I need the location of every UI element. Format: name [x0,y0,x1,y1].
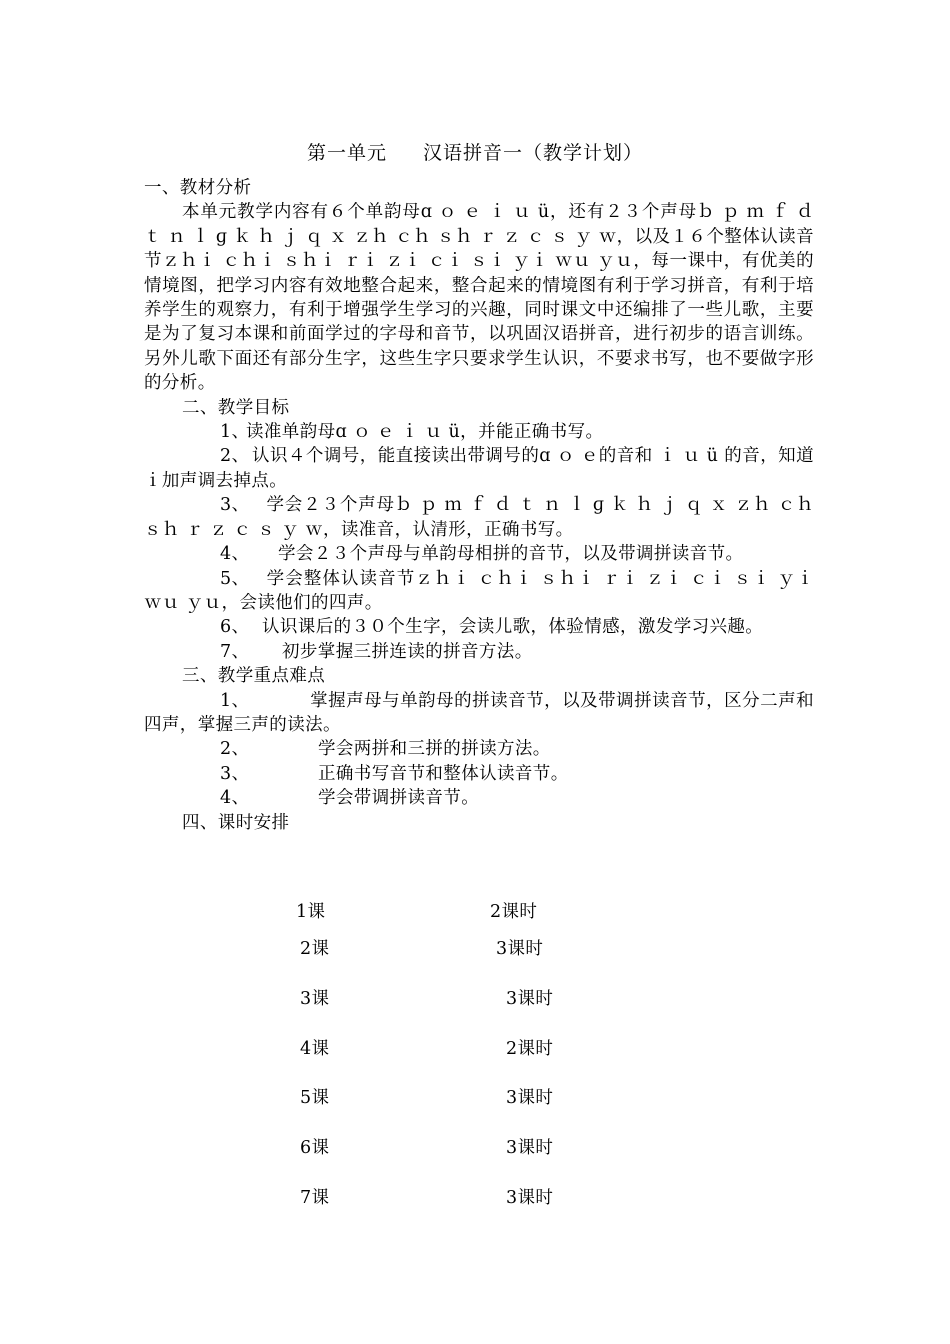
goal-text: 学会２３个声母与单韵母相拼的音节，以及带调拼读音节。 [278,544,744,565]
goal-item [144,493,814,542]
section-heading-schedule: 四、课时安排 [182,812,290,833]
goal-number: 1、 [220,422,250,443]
schedule-lesson: 5课 [300,1088,330,1108]
goal-item [144,420,814,444]
goal-number: 5、 [220,568,250,589]
goal-item [144,640,814,664]
schedule-hours: 2课时 [506,1039,554,1059]
key-point-text: 掌握声母与单韵母的拼读音节，以及带调拼读音节，区分二声和四声，掌握三声的读法。 [144,690,814,735]
schedule-hours: 3课时 [506,1188,554,1208]
title-topic: 汉语拼音一（教学计划） [423,142,644,164]
key-point-text: 学会两拼和三拼的拼读方法。 [318,739,551,760]
schedule-hours: 2课时 [490,902,538,922]
key-point-item [144,737,814,761]
schedule-lesson: 2课 [300,939,330,959]
key-point-number: 4、 [220,788,250,809]
key-point-number: 1、 [220,690,250,711]
goal-text: 学会２３个声母ｂ ｐ ｍ ｆ ｄ ｔ ｎ ｌ ɡ ｋ ｈ ｊ ｑ ｘ ｚｈ ｃｈ ｓｈ ｒ ｚ ｃ ｓ ｙ ｗ，读准音，认清形，正确书写。 [144,495,814,540]
key-point-item [144,689,814,738]
schedule-hours: 3课时 [506,1138,554,1158]
schedule-hours: 3课时 [496,939,544,959]
goal-number: 4、 [220,544,250,565]
schedule-hours: 3课时 [506,1088,554,1108]
key-point-text: 正确书写音节和整体认读音节。 [318,763,569,784]
goal-text: 认识课后的３０个生字，会读儿歌，体验情感，激发学习兴趣。 [262,617,764,638]
schedule-lesson: 1课 [296,902,326,922]
goal-number: 7、 [220,641,250,662]
goal-number: 6、 [220,617,250,638]
schedule-lesson: 4课 [300,1039,330,1059]
schedule-lesson: 6课 [300,1138,330,1158]
goal-number: 3、 [220,495,250,516]
key-point-item [144,762,814,786]
key-point-number: 3、 [220,763,250,784]
schedule-hours: 3课时 [506,989,554,1009]
analysis-paragraph: 本单元教学内容有６个单韵母ɑ ｏ ｅ ｉ ｕ ü，还有２３个声母ｂ ｐ ｍ ｆ ｄ ｔ ｎ ｌ ɡ ｋ ｈ ｊ ｑ ｘ ｚｈ ｃｈ ｓｈ ｒ ｚ ｃ ｓ ｙ ｗ，以及１６个整体认读音节ｚｈｉ ｃｈｉ ｓｈｉ ｒｉ ｚｉ ｃｉ ｓｉ ｙｉ ｗｕ ｙｕ，每一课中，有优美的情境图，把学习内容有效地整合起来，整合起来的情境图有利于学习拼音，有利于培养学生的观察力，有利于增强学生学习的兴趣，同时课文中还编排了一些儿歌，主要是为了复习本课和前面学过的字母和音节，以巩固汉语拼音，进行初步的语言训练。另外儿歌下面还有部分生字，这些生字只要求学生认识，不要求书写，也不要做字形的分析。 [144,202,814,394]
title-unit: 第一单元 [306,142,387,164]
goal-item [144,542,814,566]
goal-item [144,615,814,639]
key-point-item [144,786,814,810]
section-heading-analysis: 一、教材分析 [144,178,252,198]
document-body [144,176,814,835]
goal-text: 读准单韵母ɑ ｏ ｅ ｉ ｕ ü，并能正确书写。 [246,422,604,443]
schedule-lesson: 3课 [300,989,330,1009]
section-heading-key-points: 三、教学重点难点 [182,666,326,687]
page-title [0,138,950,165]
goal-item [144,567,814,616]
key-point-number: 2、 [220,739,250,760]
schedule-lesson: 7课 [300,1188,330,1208]
key-point-text: 学会带调拼读音节。 [318,788,480,809]
section-heading-goals: 二、教学目标 [182,397,290,418]
goal-number: 2、 [220,446,250,467]
goal-text: 学会整体认读音节ｚｈｉ ｃｈｉ ｓｈｉ ｒｉ ｚｉ ｃｉ ｓｉ ｙｉ ｗｕ ｙｕ，会读他们的四声。 [144,568,814,613]
goal-text: 初步掌握三拼连读的拼音方法。 [282,641,533,662]
goal-item [144,444,814,493]
goal-text: 认识４个调号，能直接读出带调号的ɑ ｏ ｅ的音和 ｉ ｕ ü 的音，知道ｉ加声调去掉点。 [144,446,814,491]
